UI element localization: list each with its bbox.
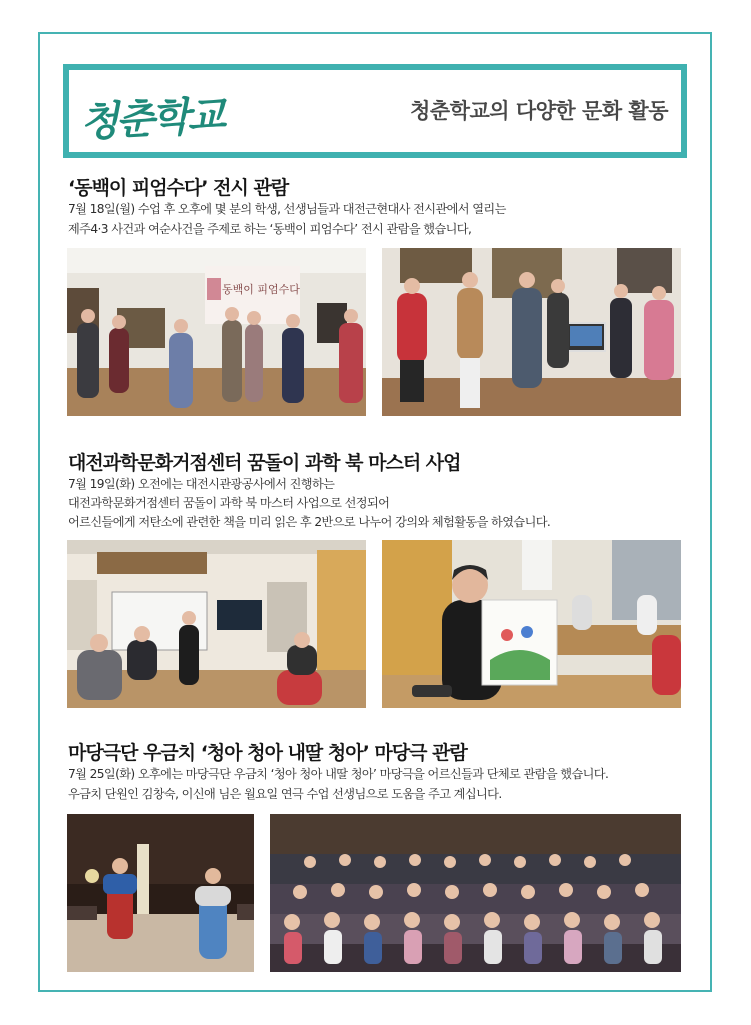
section-2-line-3: 어르신들에게 저탄소에 관련한 책을 미리 읽은 후 2반으로 나누어 강의와 체험활동을 하였습니다. [68,515,551,529]
science-class-photo-2 [382,540,681,708]
section-1-line-2: 제주4·3 사건과 여순사건을 주제로 하는 ‘동백이 피엄수다’ 전시 관람을 했습니다, [68,222,472,236]
play-performance-photo [67,814,254,972]
section-2-line-2: 대전과학문화거점센터 꿈돌이 과학 북 마스터 사업으로 선정되어 [68,496,390,510]
exhibition-photo-1 [67,248,366,416]
svg-text:청춘학교: 청춘학교 [79,91,224,146]
section-1-title: ‘동백이 피엄수다’ 전시 관람 [68,177,289,199]
exhibition-photo-2 [382,248,681,416]
section-3-line-2: 우금치 단원인 김창숙, 이신애 님은 월요일 연극 수업 선생님으로 도움을 주고 계십니다. [68,787,502,801]
exhibition-banner-text: 동백이 피엄수다 [222,283,300,296]
header-subtitle: 청춘학교의 다양한 문화 활동 [410,99,668,123]
section-2-line-1: 7월 19일(화) 오전에는 대전시관광공사에서 진행하는 [68,477,335,491]
audience-group-photo [270,814,681,972]
school-logo [78,86,248,146]
section-1-line-1: 7월 18일(월) 수업 후 오후에 몇 분의 학생, 선생님들과 대전근현대사 전시관에서 열리는 [68,202,506,216]
section-3-line-1: 7월 25일(화) 오후에는 마당극단 우금치 ‘청아 청아 내딸 청아’ 마당극을 어르신들과 단체로 관람을 했습니다. [68,767,609,781]
section-3-title: 마당극단 우금치 ‘청아 청아 내딸 청아’ 마당극 관람 [68,742,467,764]
science-class-photo-1 [67,540,366,708]
section-2-title: 대전과학문화거점센터 꿈돌이 과학 북 마스터 사업 [68,452,461,474]
